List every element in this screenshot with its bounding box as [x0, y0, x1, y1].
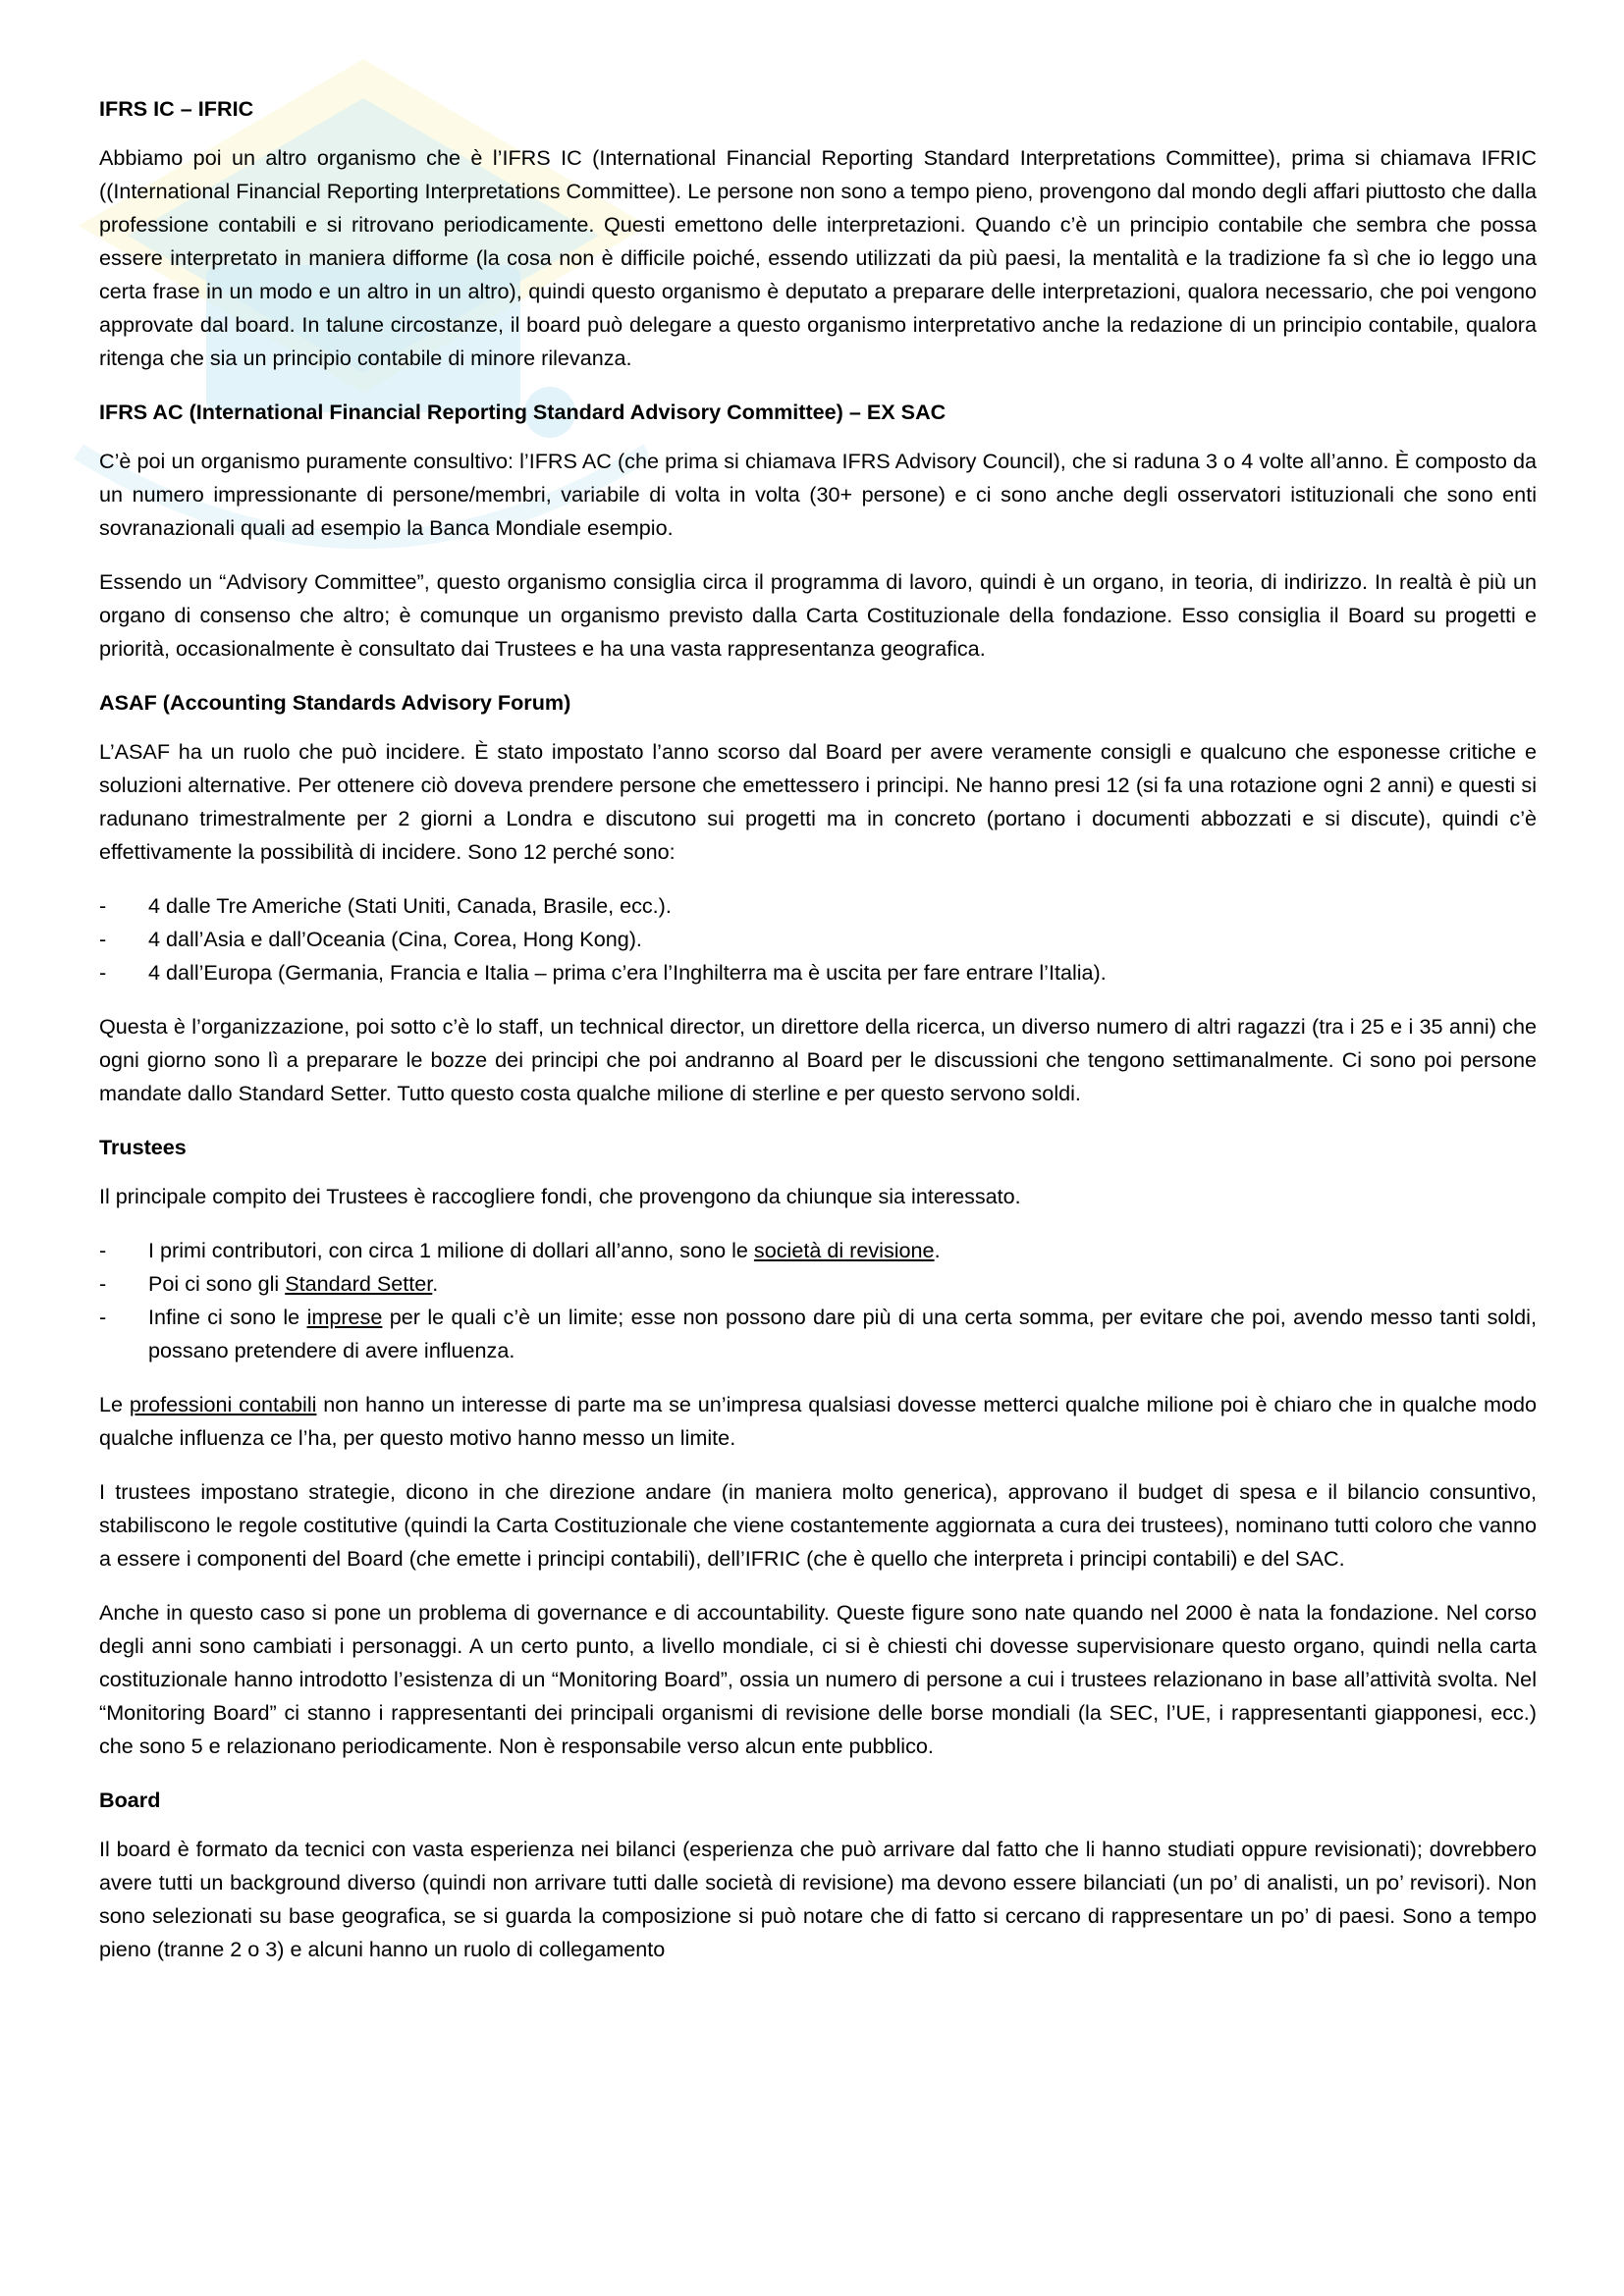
- list-marker: -: [99, 960, 107, 985]
- list-marker: -: [99, 927, 107, 951]
- paragraph: Il principale compito dei Trustees è raccogliere fondi, che provengono da chiunque sia interessato.: [99, 1184, 1021, 1208]
- paragraph: C’è poi un organismo puramente consultivo: l’IFRS AC (che prima si chiamava IFRS Advisory Council), che si raduna 3 o 4 volte all’anno. È composto da un numero impressionante di persone/membri, variabile di volta in volta (30+ persone) e ci sono anche degli osservatori istituzionali che sono enti sovranazionali quali ad esempio la Banca Mondiale esempio.: [99, 449, 1537, 540]
- list-item: - 4 dall’Europa (Germania, Francia e Italia – prima c’era l’Inghilterra ma è uscita per fare entrare l’Italia).: [99, 956, 1537, 989]
- list-item: - Poi ci sono gli Standard Setter.: [99, 1267, 1537, 1301]
- heading-board: Board: [99, 1788, 161, 1812]
- trustees-list: [99, 1234, 1537, 1367]
- heading-asaf: ASAF (Accounting Standards Advisory Forum): [99, 690, 571, 715]
- asaf-list: [99, 889, 1537, 989]
- list-item: - 4 dalle Tre Americhe (Stati Uniti, Canada, Brasile, ecc.).: [99, 889, 1537, 923]
- list-marker: -: [99, 1238, 107, 1262]
- document-body: [99, 92, 1537, 1987]
- underlined-term: professioni contabili: [129, 1392, 317, 1416]
- paragraph: Anche in questo caso si pone un problema di governance e di accountability. Queste figure sono nate quando nel 2000 è nata la fondazione. Nel corso degli anni sono cambiati i personaggi. A un certo punto, a livello mondiale, ci si è chiesti chi dovesse supervisionare questo organo, quindi nella carta costituzionale hanno introdotto l’esistenza di un “Monitoring Board”, ossia un numero di persone a cui i trustees relazionano in base all’attività svolta. Nel “Monitoring Board” ci stanno i rappresentanti dei principali organismi di revisione delle borse mondiali (la SEC, l’UE, i rappresentanti giapponesi, ecc.) che sono 5 e relazionano periodicamente. Non è responsabile verso alcun ente pubblico.: [99, 1600, 1537, 1758]
- paragraph: I trustees impostano strategie, dicono in che direzione andare (in maniera molto generica), approvano il budget di spesa e il bilancio consuntivo, stabiliscono le regole costitutive (quindi la Carta Costituzionale che viene costantemente aggiornata a cura dei trustees), nominano tutti coloro che vanno a essere i componenti del Board (che emette i principi contabili), dell’IFRIC (che è quello che interpreta i principi contabili) e del SAC.: [99, 1479, 1537, 1571]
- underlined-term: società di revisione: [753, 1238, 935, 1262]
- paragraph: Il board è formato da tecnici con vasta esperienza nei bilanci (esperienza che può arrivare dal fatto che li hanno studiati oppure revisionati); dovrebbero avere tutti un background diverso (quindi non arrivare tutti dalle società di revisione) ma devono essere bilanciati (un po’ di analisti, un po’ revisori). Non sono selezionati su base geografica, se si guarda la composizione si può notare che di fatto si cercano di rappresentare un po’ di paesi. Sono a tempo pieno (tranne 2 o 3) e alcuni hanno un ruolo di collegamento: [99, 1837, 1537, 1961]
- list-marker: -: [99, 893, 107, 918]
- paragraph: Essendo un “Advisory Committee”, questo organismo consiglia circa il programma di lavoro, quindi è un organo, in teoria, di indirizzo. In realtà è più un organo di consenso che altro; è comunque un organismo previsto dalla Carta Costituzionale della fondazione. Esso consiglia il Board su progetti e priorità, occasionalmente è consultato dai Trustees e ha una vasta rappresentanza geografica.: [99, 569, 1537, 661]
- heading-ifrs-ic: IFRS IC – IFRIC: [99, 96, 254, 121]
- paragraph: Abbiamo poi un altro organismo che è l’IFRS IC (International Financial Reporting Standard Interpretations Committee), prima si chiamava IFRIC ((International Financial Reporting Interpretations Committee). Le persone non sono a tempo pieno, provengono dal mondo degli affari piuttosto che dalla professione contabili e si ritrovano periodicamente. Questi emettono delle interpretazioni. Quando c’è un principio contabile che sembra che possa essere interpretato in maniera difforme (la cosa non è difficile poiché, essendo utilizzati da più paesi, la mentalità e la tradizione fa sì che io leggo una certa frase in un modo e un altro in un altro), quindi questo organismo è deputato a preparare delle interpretazioni, qualora necessario, che poi vengono approvate dal board. In talune circostanze, il board può delegare a questo organismo interpretativo anche la redazione di un principio contabile, qualora ritenga che sia un principio contabile di minore rilevanza.: [99, 145, 1537, 370]
- list-marker: -: [99, 1305, 107, 1329]
- list-item: - Infine ci sono le imprese per le quali c’è un limite; esse non possono dare più di una certa somma, per evitare che poi, avendo messo tanti soldi, possano pretendere di avere influenza.: [99, 1301, 1537, 1367]
- heading-ifrs-ac: IFRS AC (International Financial Reporting Standard Advisory Committee) – EX SAC: [99, 400, 947, 424]
- list-marker: -: [99, 1271, 107, 1296]
- paragraph: L’ASAF ha un ruolo che può incidere. È stato impostato l’anno scorso dal Board per avere veramente consigli e qualcuno che esponesse critiche e soluzioni alternative. Per ottenere ciò doveva prendere persone che emettessero i principi. Ne hanno presi 12 (si fa una rotazione ogni 2 anni) e questi si radunano trimestralmente per 2 giorni a Londra e discutono sui progetti ma in concreto (portano i documenti abbozzati e si discute), quindi c’è effettivamente la possibilità di incidere. Sono 12 perché sono:: [99, 739, 1537, 864]
- underlined-term: imprese: [306, 1305, 383, 1329]
- underlined-term: Standard Setter: [285, 1271, 433, 1296]
- paragraph: Le professioni contabili non hanno un interesse di parte ma se un’impresa qualsiasi dovesse metterci qualche milione poi è chiaro che in qualche modo qualche influenza ce l’ha, per questo motivo hanno messo un limite.: [99, 1392, 1537, 1450]
- list-item: - I primi contributori, con circa 1 milione di dollari all’anno, sono le società di revisione.: [99, 1234, 1537, 1267]
- heading-trustees: Trustees: [99, 1135, 187, 1159]
- paragraph: Questa è l’organizzazione, poi sotto c’è lo staff, un technical director, un direttore della ricerca, un diverso numero di altri ragazzi (tra i 25 e i 35 anni) che ogni giorno sono lì a preparare le bozze dei principi che poi andranno al Board per le discussioni che tengono settimanalmente. Ci sono poi persone mandate dallo Standard Setter. Tutto questo costa qualche milione di sterline e per questo servono soldi.: [99, 1014, 1537, 1105]
- list-item: - 4 dall’Asia e dall’Oceania (Cina, Corea, Hong Kong).: [99, 923, 1537, 956]
